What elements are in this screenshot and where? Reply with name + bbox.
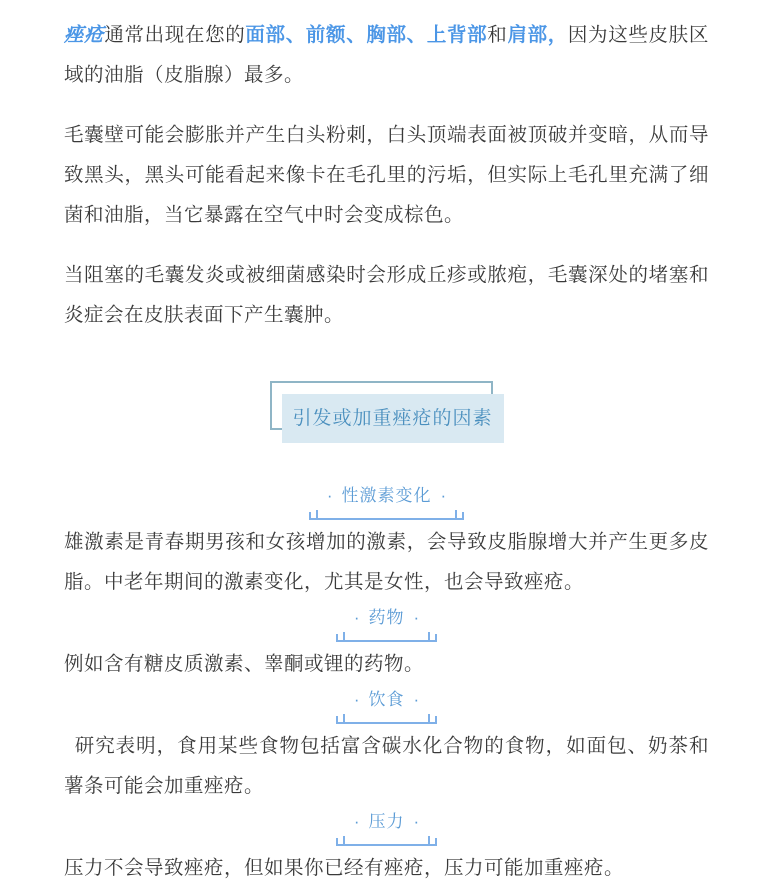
banner-title: 引发或加重痤疮的因素 — [282, 394, 504, 443]
left-dot-marker: · — [353, 812, 360, 831]
bottom-bracket-decoration — [316, 508, 457, 520]
right-dot-marker: · — [413, 690, 420, 709]
right-dot-marker: · — [440, 486, 447, 505]
right-dot-marker: · — [413, 812, 420, 831]
text-segment: 肩部 — [507, 24, 548, 46]
bracket-right-endcap — [457, 512, 464, 520]
subsection-paragraph: 雄激素是青春期男孩和女孩增加的激素，会导致皮脂腺增大并产生更多皮脂。中老年期间的激素变化，尤其是女性，也会导致痤疮。 — [64, 531, 709, 593]
factor-section — [64, 484, 709, 602]
subsection-title: 压力 — [368, 812, 405, 831]
bracket-right-endcap — [430, 716, 437, 724]
bottom-bracket-decoration — [343, 712, 430, 724]
text-segment: 和 — [487, 24, 508, 46]
text-segment: 、 — [346, 24, 367, 46]
text-segment: 痤疮 — [64, 24, 105, 46]
intro-paragraph-2: 毛囊壁可能会膨胀并产生白头粉刺，白头顶端表面被顶破并变暗，从而导致黑头，黑头可能看起来像卡在毛孔里的污垢，但实际上毛孔里充满了细菌和油脂，当它暴露在空气中时会变成棕色。 — [64, 124, 709, 226]
section-banner — [270, 381, 504, 443]
left-dot-marker: · — [326, 486, 333, 505]
factor-section — [64, 688, 709, 806]
bracket-left-endcap — [336, 838, 343, 846]
intro-paragraph-1 — [64, 15, 709, 95]
subsection-title: 性激素变化 — [341, 486, 432, 505]
section-banner-wrap — [64, 381, 709, 448]
subsection-title: 饮食 — [368, 690, 405, 709]
bottom-bracket-decoration — [343, 834, 430, 846]
text-segment: 胸部 — [366, 24, 407, 46]
subsection-title: 药物 — [368, 608, 405, 627]
text-segment: 通常出现在您的 — [104, 24, 246, 46]
text-segment: 因为这些皮肤区域的油脂（皮脂腺）最多。 — [64, 24, 709, 86]
text-segment: 、 — [406, 24, 427, 46]
factor-section — [64, 810, 709, 883]
sections-container — [64, 484, 709, 883]
subsection-paragraph: 研究表明，食用某些食物包括富含碳水化合物的食物，如面包、奶茶和薯条可能会加重痤疮。 — [64, 735, 709, 797]
subsection-header — [345, 688, 428, 724]
subsection-paragraph: 例如含有糖皮质激素、睾酮或锂的药物。 — [64, 653, 425, 675]
bracket-left-endcap — [336, 716, 343, 724]
text-segment: 前额 — [305, 24, 347, 46]
text-segment: ， — [547, 24, 568, 46]
right-dot-marker: · — [413, 608, 420, 627]
subsection-header — [318, 484, 455, 520]
text-segment: 上背部 — [426, 24, 488, 46]
left-dot-marker: · — [353, 608, 360, 627]
bracket-left-endcap — [309, 512, 316, 520]
bracket-right-endcap — [430, 634, 437, 642]
factor-section — [64, 606, 709, 684]
subsection-header — [345, 606, 428, 642]
bracket-right-endcap — [430, 838, 437, 846]
intro-paragraph-3: 当阻塞的毛囊发炎或被细菌感染时会形成丘疹或脓疱，毛囊深处的堵塞和炎症会在皮肤表面下产生囊肿。 — [64, 264, 709, 326]
subsection-paragraph: 压力不会导致痤疮，但如果你已经有痤疮，压力可能加重痤疮。 — [64, 857, 625, 879]
subsection-header — [345, 810, 428, 846]
bottom-bracket-decoration — [343, 630, 430, 642]
bracket-left-endcap — [336, 634, 343, 642]
text-segment: 面部 — [245, 24, 286, 46]
left-dot-marker: · — [353, 690, 360, 709]
text-segment: 、 — [285, 24, 306, 46]
